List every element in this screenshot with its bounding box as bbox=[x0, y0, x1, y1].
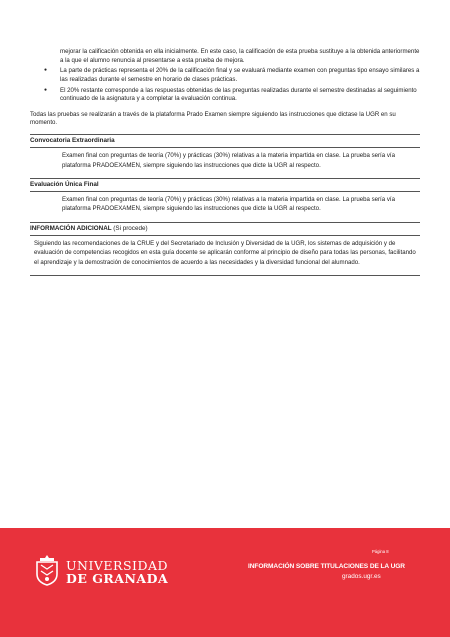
continuation-text: mejorar la calificación obtenida en ella inicialmente. En este caso, la calificación de esta prueba sustituye a la obtenida anteriormente a la que el alumno renuncia al presentarse a esta prueba de mejora. bbox=[60, 48, 420, 64]
page-footer bbox=[0, 528, 450, 637]
bullet-seguimiento: ● El 20% restante corresponde a las respuestas obtenidas de las preguntas realizadas durante el semestre destinadas al seguimiento continuado de la asignatura y a completar la evaluación continua. bbox=[52, 87, 420, 104]
adicional-title-suffix: (Si procede) bbox=[113, 224, 148, 232]
evaluation-bullet-list bbox=[30, 67, 420, 104]
section-body-extraordinaria: Examen final con preguntas de teoría (70%) y prácticas (30%) relativas a la materia impartida en clase. La prueba sería vía plataforma PRADOEXAMEN, siempre siguiendo las instrucciones que dicte la UGR al respecto. bbox=[62, 152, 395, 169]
adicional-title-text: INFORMACIÓN ADICIONAL bbox=[30, 224, 112, 232]
section-divider bbox=[30, 275, 420, 276]
section-body-adicional: Siguiendo las recomendaciones de la CRUE y del Secretariado de Inclusión y Diversidad de la UGR, los sistemas de adquisición y de evaluación de competencias recogidos en esta guía docente se aplicarán conforme al principio de diseño para todas las personas, facilitando el aprendizaje y la demostración de conocimientos de acuerdo a las necesidades y la diversidad funcional del alumnado. bbox=[34, 239, 416, 266]
prado-paragraph: Todas las pruebas se realizarán a través de la plataforma Prado Examen siempre siguiendo las instrucciones que dictase la UGR en su momento. bbox=[30, 110, 396, 127]
page-number: Página 8 bbox=[372, 549, 389, 554]
evaluation-intro bbox=[30, 48, 420, 128]
section-title-extraordinaria: Convocatoria Extraordinaria bbox=[30, 137, 115, 145]
titulaciones-title: INFORMACIÓN SOBRE TITULACIONES DE LA UGR bbox=[248, 563, 405, 570]
bullet-practicas: ● La parte de prácticas representa el 20% de la calificación final y se evaluará mediante examen con preguntas tipo ensayo similares a las realizadas durante el semestre en horario de clases prácticas. bbox=[52, 67, 420, 84]
university-line1: UNIVERSIDAD bbox=[66, 558, 169, 573]
section-title-adicional bbox=[30, 223, 420, 235]
section-title-unica: Evaluación Única Final bbox=[30, 181, 99, 188]
grados-url: grados.ugr.es bbox=[342, 573, 381, 580]
section-body-unica: Examen final con preguntas de teoría (70%) y prácticas (30%) relativas a la materia impartida en clase. La prueba sería vía plataforma PRADOEXAMEN, siempre siguiendo las instrucciones que dicte la UGR al respecto. bbox=[62, 196, 395, 213]
document-body bbox=[30, 48, 420, 276]
university-line2: DE GRANADA bbox=[66, 571, 169, 586]
university-wordmark bbox=[66, 559, 168, 586]
university-crest-icon bbox=[34, 554, 60, 586]
